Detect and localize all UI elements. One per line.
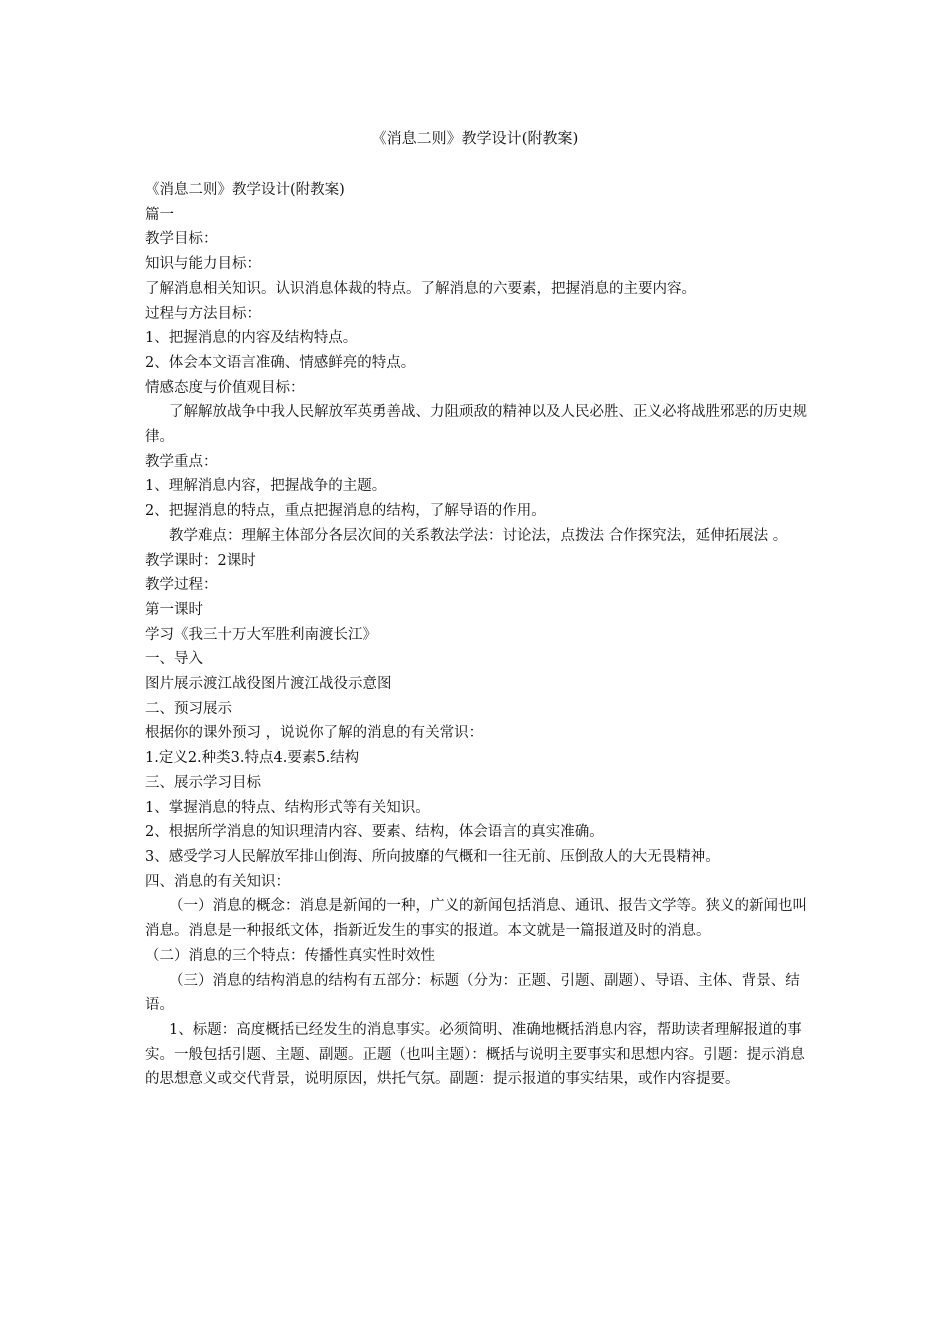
key-points-label: 教学重点： xyxy=(145,453,218,470)
step-heading: 四、消息的有关知识： xyxy=(145,873,290,890)
knowledge-paragraph: （三）消息的结构消息的结构有五部分：标题（分为：正题、引题、副题）、导语、主体、背景、结语。 xyxy=(145,972,800,1014)
document-body xyxy=(145,178,810,1092)
difficulty-text: 教学难点：理解主体部分各层次间的关系教法学法：讨论法，点拨法 合作探究法，延伸拓展法 。 xyxy=(169,527,788,544)
document-title: 《消息二则》教学设计(附教案) xyxy=(371,129,579,147)
objective-item: 3、感受学习人民解放军排山倒海、所向披靡的气概和一往无前、压倒敌人的大无畏精神。 xyxy=(145,848,720,865)
step-heading: 三、展示学习目标 xyxy=(145,774,261,791)
step-text: 图片展示渡江战役图片渡江战役示意图 xyxy=(145,676,392,693)
key-point-item: 2、把握消息的特点，重点把握消息的结构，了解导语的作用。 xyxy=(145,503,546,520)
key-point-item: 1、理解消息内容，把握战争的主题。 xyxy=(145,478,387,495)
step-heading: 二、预习展示 xyxy=(145,700,232,717)
process-goal-label: 过程与方法目标： xyxy=(145,305,261,322)
emotion-goal-text: 了解解放战争中我人民解放军英勇善战、力阻顽敌的精神以及人民必胜、正义必将战胜邪恶的历史规律。 xyxy=(145,404,807,446)
class-hours: 教学课时：2课时 xyxy=(145,552,256,569)
step-heading: 一、导入 xyxy=(145,651,203,668)
knowledge-paragraph: （一）消息的概念：消息是新闻的一种，广义的新闻包括消息、通讯、报告文学等。狭义的新闻也叫消息。消息是一种报纸文体，指新近发生的事实的报道。本文就是一篇报道及时的消息。 xyxy=(145,898,807,940)
section-label: 篇一 xyxy=(145,206,174,223)
step-text: 1.定义2.种类3.特点4.要素5.结构 xyxy=(145,750,360,767)
knowledge-paragraph: （二）消息的三个特点：传播性真实性时效性 xyxy=(145,947,435,964)
first-lesson-label: 第一课时 xyxy=(145,601,203,618)
teaching-goals-label: 教学目标： xyxy=(145,231,218,248)
process-goal-item: 2、体会本文语言准确、情感鲜亮的特点。 xyxy=(145,354,416,371)
emotion-goal-label: 情感态度与价值观目标： xyxy=(145,379,305,396)
lesson-topic: 学习《我三十万大军胜利南渡长江》 xyxy=(145,626,377,643)
knowledge-goal-label: 知识与能力目标： xyxy=(145,256,261,273)
objective-item: 2、根据所学消息的知识理清内容、要素、结构，体会语言的真实准确。 xyxy=(145,824,604,841)
objective-item: 1、掌握消息的特点、结构形式等有关知识。 xyxy=(145,799,430,816)
process-goal-item: 1、把握消息的内容及结构特点。 xyxy=(145,330,358,347)
body-heading: 《消息二则》教学设计(附教案) xyxy=(145,182,345,198)
knowledge-goal-text: 了解消息相关知识。认识消息体裁的特点。了解消息的六要素，把握消息的主要内容。 xyxy=(145,280,696,297)
knowledge-paragraph: 1、标题：高度概括已经发生的消息事实。必须简明、准确地概括消息内容，帮助读者理解报道的事实。一般包括引题、主题、副题。正题（也叫主题）：概括与说明主要事实和思想内容。引题：提示消息的思想意义或交代背景，说明原因，烘托气氛。副题：提示报道的事实结果，或作内容提要。 xyxy=(145,1021,805,1088)
process-label: 教学过程： xyxy=(145,577,218,594)
step-text: 根据你的课外预习 ，说说你了解的消息的有关常识： xyxy=(145,725,484,742)
